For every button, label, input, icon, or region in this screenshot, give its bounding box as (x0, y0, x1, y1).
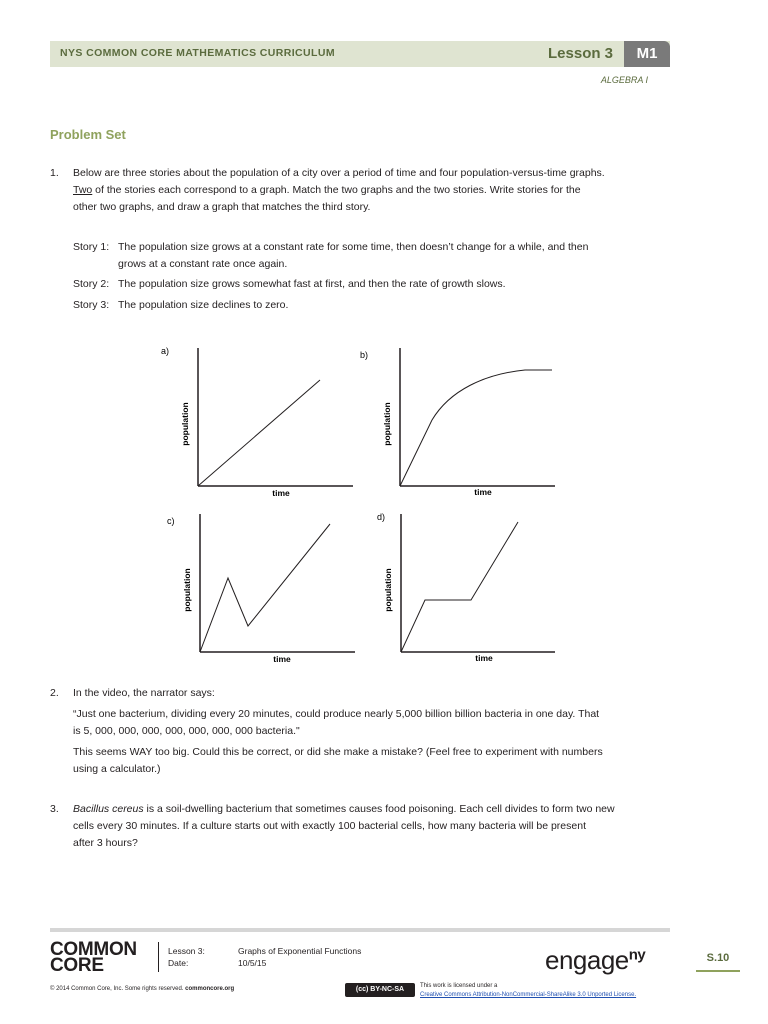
problem-3-number: 3. (50, 803, 59, 815)
problem-3-line-1 (73, 801, 673, 818)
species-name: Bacillus cereus (73, 803, 144, 815)
problem-3-line-3: after 3 hours? (73, 837, 138, 849)
problem-3-line-1-rest: is a soil-dwelling bacterium that sometimes causes food poisoning. Each cell divides to form two new (143, 803, 615, 815)
problem-1-line-3: other two graphs, and draw a graph that matches the third story. (73, 201, 371, 213)
module-label: M1 (636, 45, 658, 62)
problem-1-line-2 (73, 182, 673, 199)
footer-labels (168, 945, 205, 969)
problem-2-quote-1: “Just one bacterium, dividing every 20 minutes, could produce nearly 5,000 billion billion bacteria in one day. That (73, 708, 600, 720)
problem-2-quote-2: is 5, 000, 000, 000, 000, 000, 000, 000 bacteria." (73, 725, 300, 737)
story-1-line-2: grows at a constant rate once again. (118, 258, 288, 270)
engage-text: engage (545, 945, 629, 975)
footer-values (238, 945, 361, 969)
graph-c-ylabel: population (182, 568, 192, 612)
footer-lesson-label: Lesson 3: (168, 946, 205, 956)
curriculum-title: NYS COMMON CORE MATHEMATICS CURRICULUM (60, 47, 335, 59)
story-1-label: Story 1: (73, 241, 110, 253)
graph-a-xlabel: time (272, 488, 290, 498)
graph-a-letter: a) (161, 346, 170, 356)
graph-b-ylabel: population (382, 402, 392, 446)
graphs-panel (155, 340, 575, 670)
graph-c-curve (200, 524, 330, 652)
graph-c-xlabel: time (273, 654, 291, 664)
footer-date-label: Date: (168, 958, 189, 968)
problem-1-line-1: Below are three stories about the population of a city over a period of time and four population-versus-time graphs. (73, 167, 605, 179)
problem-2-number: 2. (50, 687, 59, 699)
problem-2-line-5: using a calculator.) (73, 763, 161, 775)
lesson-label: Lesson 3 (548, 45, 614, 62)
problem-1-number: 1. (50, 167, 59, 179)
graph-d-curve (401, 522, 518, 652)
footer-divider (158, 942, 159, 972)
story-1-line-1: The population size grows at a constant rate for some time, then doesn’t change for a while, and then (118, 241, 589, 253)
story-3-text: The population size declines to zero. (118, 299, 289, 311)
footer-lesson-value: Graphs of Exponential Functions (238, 946, 362, 956)
graph-d-ylabel: population (383, 568, 393, 612)
problem-1-text (73, 165, 673, 216)
graph-b-curve (400, 370, 552, 486)
problem-2-text (73, 685, 673, 778)
graph-a-ylabel: population (180, 402, 190, 446)
graph-d (377, 512, 555, 663)
problem-2-line-4: This seems WAY too big. Could this be correct, or did she make a mistake? (Feel free to experiment with numbers (73, 746, 603, 758)
graph-c (167, 514, 355, 664)
story-2-label: Story 2: (73, 278, 110, 290)
copyright-prefix: © 2014 Common Core, Inc. Some rights reserved. (50, 986, 186, 992)
license-text (420, 982, 636, 1000)
graph-d-letter: d) (377, 512, 386, 522)
underlined-two: Two (73, 184, 93, 196)
graph-d-xlabel: time (475, 653, 493, 663)
footer-date-value: 10/5/15 (238, 958, 267, 968)
problem-3-text (73, 801, 673, 852)
page-number-underline (696, 970, 740, 972)
copyright (50, 986, 234, 992)
copyright-site: commoncore.org (185, 986, 235, 992)
engageny-logo (545, 945, 645, 976)
logo-line-1: COMMON (50, 939, 137, 960)
footer-rule (50, 928, 670, 932)
subject-label: ALGEBRA I (600, 75, 648, 85)
license-line-1: This work is licensed under a (420, 983, 498, 989)
license-badge: (cc) BY-NC-SA (345, 983, 415, 997)
graph-a-curve (198, 380, 320, 486)
problem-2-line-1: In the video, the narrator says: (73, 687, 215, 699)
section-title: Problem Set (50, 127, 126, 142)
problem-3-line-2: cells every 30 minutes. If a culture starts out with exactly 100 bacterial cells, how many bacteria will be present (73, 820, 586, 832)
story-1-text (118, 239, 678, 273)
graph-b (360, 348, 555, 497)
logo-line-2: CORE (50, 955, 104, 976)
story-3-label: Story 3: (73, 299, 110, 311)
license-link[interactable]: Creative Commons Attribution-NonCommercial-ShareAlike 3.0 Unported License. (420, 992, 637, 998)
engage-ny-text: ny (628, 946, 646, 964)
graph-c-letter: c) (167, 516, 175, 526)
graph-a (161, 346, 353, 498)
graph-b-letter: b) (360, 350, 369, 360)
story-2-text: The population size grows somewhat fast at first, and then the rate of growth slows. (118, 278, 506, 290)
common-core-logo (50, 939, 137, 976)
problem-1-line-2-rest: of the stories each correspond to a graph. Match the two graphs and the two stories. Write stories for the (92, 184, 581, 196)
graph-b-xlabel: time (474, 487, 492, 497)
page-number: S.10 (706, 952, 730, 964)
